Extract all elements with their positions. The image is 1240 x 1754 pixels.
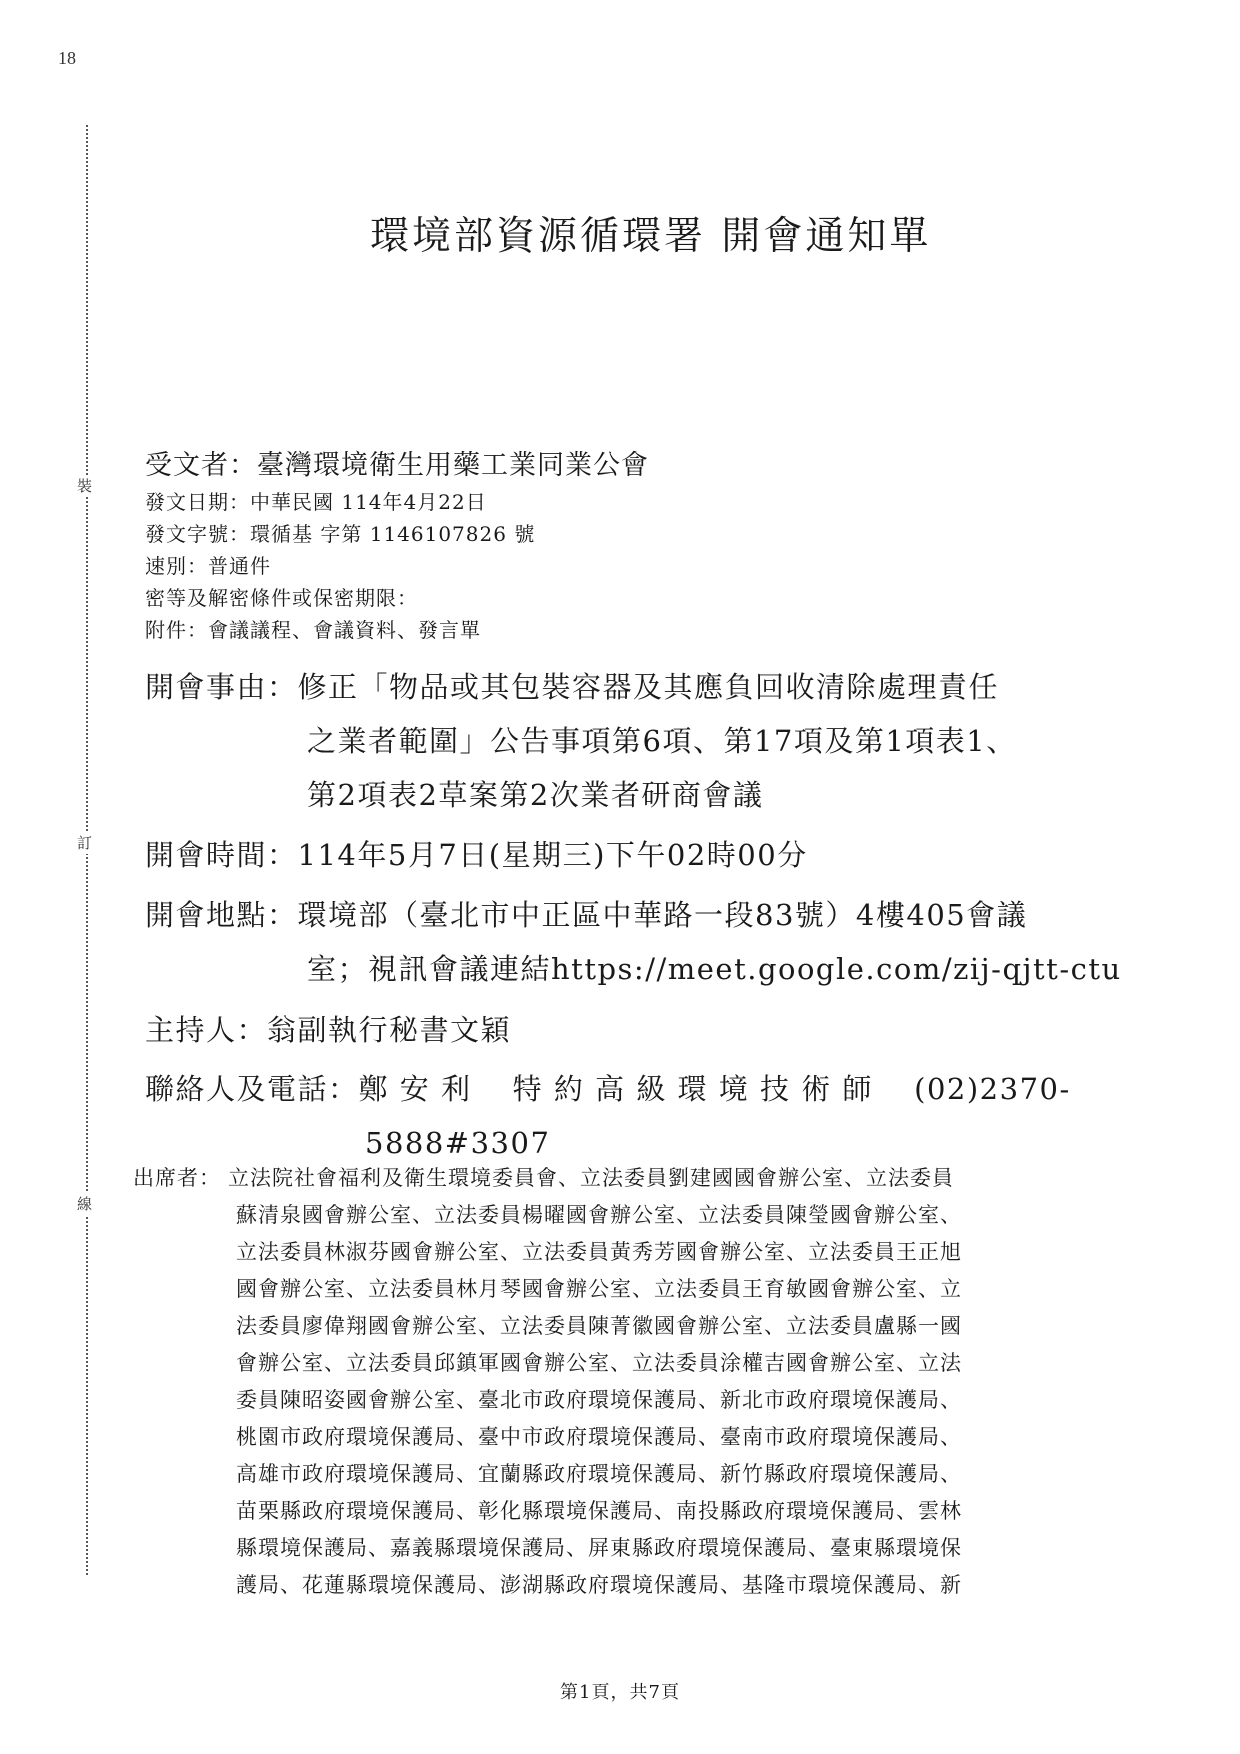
attendees-line: 立法院社會福利及衛生環境委員會、立法委員劉建國國會辦公室、立法委員 <box>228 1166 954 1190</box>
attendees-line: 護局、花蓮縣環境保護局、澎湖縣政府環境保護局、基隆市環境保護局、新 <box>236 1573 962 1597</box>
meeting-subject-line: 修正「物品或其包裝容器及其應負回收清除處理責任 <box>297 670 1000 704</box>
attendees-line: 會辦公室、立法委員邱鎮軍國會辦公室、立法委員涂權吉國會辦公室、立法 <box>236 1351 962 1375</box>
attendees-line: 國會辦公室、立法委員林月琴國會辦公室、立法委員王育敏國會辦公室、立 <box>236 1277 962 1301</box>
attendees-line: 苗栗縣政府環境保護局、彰化縣環境保護局、南投縣政府環境保護局、雲林 <box>236 1499 962 1523</box>
attendees-line: 法委員廖偉翔國會辦公室、立法委員陳菁徽國會辦公室、立法委員盧縣一國 <box>236 1314 962 1338</box>
meta-confidentiality <box>145 582 418 611</box>
meeting-time-value: 114年5月7日(星期三)下午02時00分 <box>297 838 808 872</box>
attendees-label: 出席者： <box>133 1166 221 1190</box>
meeting-subject-label: 開會事由： <box>145 670 298 704</box>
recipient-row <box>145 443 649 482</box>
attendees-line: 委員陳昭姿國會辦公室、臺北市政府環境保護局、新北市政府環境保護局、 <box>236 1388 962 1412</box>
binding-mark-zhuang: 裝 <box>77 477 93 495</box>
attendees-line: 高雄市政府環境保護局、宜蘭縣政府環境保護局、新竹縣政府環境保護局、 <box>236 1462 962 1486</box>
meta-value: 普通件 <box>208 554 271 578</box>
meta-attachments <box>145 614 481 643</box>
contact-line: 5888#3307 <box>365 1126 551 1160</box>
meta-document-number <box>145 518 535 547</box>
meeting-subject-line: 之業者範圍」公告事項第6項、第17項及第1項表1、 <box>307 724 1017 758</box>
meta-issue-date <box>145 486 487 515</box>
chair-row <box>145 1003 511 1057</box>
meeting-location-line: 室；視訊會議連結https://meet.google.com/zij-qjtt-ctu <box>307 952 1122 986</box>
meta-label: 速別： <box>145 554 208 578</box>
page-number: 18 <box>58 48 76 68</box>
recipient-label: 受文者： <box>145 450 257 481</box>
meeting-time-label: 開會時間： <box>145 838 298 872</box>
contact-line: 鄭 安 利 特 約 高 級 環 境 技 術 師 (02)2370- <box>358 1072 1071 1106</box>
page-footer: 第1頁，共7頁 <box>560 1682 680 1703</box>
meta-label: 附件： <box>145 618 208 642</box>
meta-urgency <box>145 550 271 579</box>
meeting-subject-row <box>145 660 999 714</box>
attendees-line: 縣環境保護局、嘉義縣環境保護局、屏東縣政府環境保護局、臺東縣環境保 <box>236 1536 962 1560</box>
binding-mark-ding: 訂 <box>77 834 93 852</box>
meta-label: 發文字號： <box>145 522 250 546</box>
meeting-time-row <box>145 828 808 882</box>
attendees-line: 桃園市政府環境保護局、臺中市政府環境保護局、臺南市政府環境保護局、 <box>236 1425 962 1449</box>
attendees-line: 蘇清泉國會辦公室、立法委員楊曜國會辦公室、立法委員陳瑩國會辦公室、 <box>236 1203 962 1227</box>
chair-label: 主持人： <box>145 1013 268 1047</box>
meta-label: 發文日期： <box>145 490 250 514</box>
meeting-location-label: 開會地點： <box>145 898 298 932</box>
document-title: 環境部資源循環署 開會通知單 <box>370 214 932 259</box>
meeting-location-line: 環境部（臺北市中正區中華路一段83號）4樓405會議 <box>297 898 1028 932</box>
meta-value: 中華民國 114年4月22日 <box>250 490 487 514</box>
meeting-location-row <box>145 888 1027 942</box>
binding-mark-xian: 線 <box>77 1195 93 1213</box>
meta-value: 會議議程、會議資料、發言單 <box>208 618 481 642</box>
meta-value: 環循基 字第 1146107826 號 <box>250 522 536 546</box>
chair-value: 翁副執行秘書文穎 <box>267 1013 512 1047</box>
attendees-line: 立法委員林淑芬國會辦公室、立法委員黃秀芳國會辦公室、立法委員王正旭 <box>236 1240 962 1264</box>
meeting-subject-line: 第2項表2草案第2次業者研商會議 <box>307 778 764 812</box>
contact-label: 聯絡人及電話： <box>145 1072 359 1106</box>
contact-row <box>145 1062 1071 1116</box>
recipient-value: 臺灣環境衛生用藥工業同業公會 <box>257 450 649 481</box>
meta-label: 密等及解密條件或保密期限： <box>145 586 418 610</box>
